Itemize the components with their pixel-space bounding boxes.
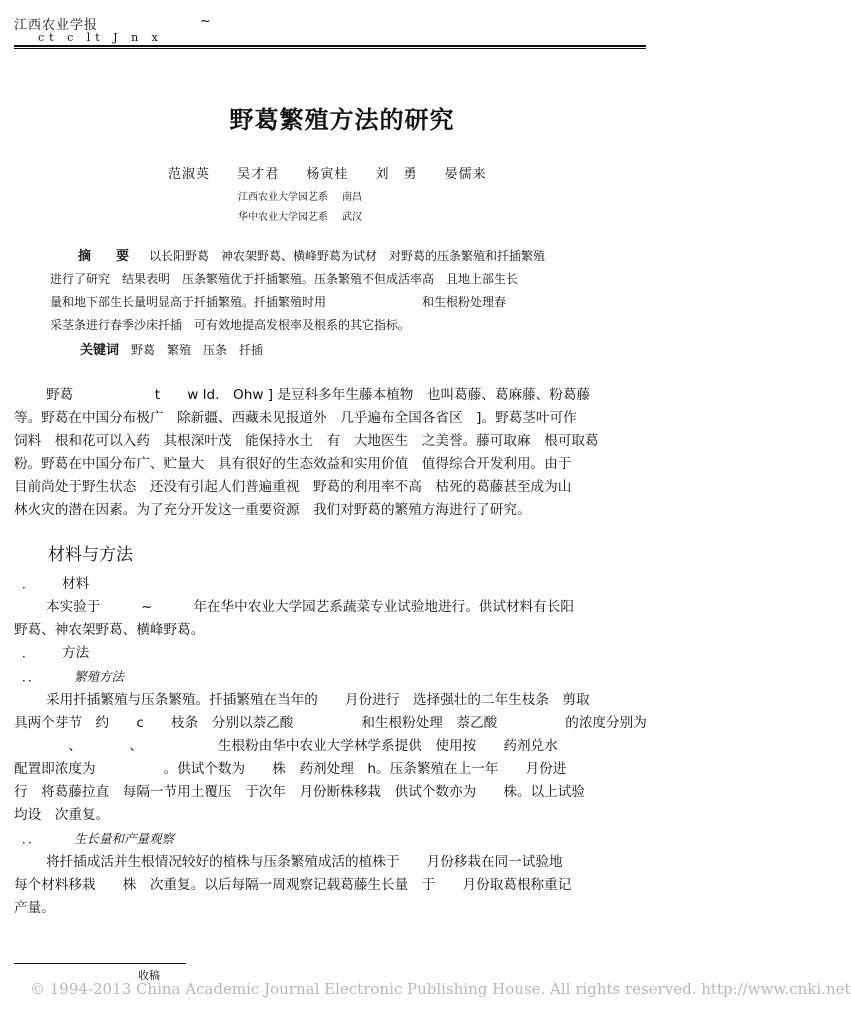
footnote-rule: [14, 963, 186, 964]
subsection-title: 材料: [62, 576, 90, 592]
paper-title: 野葛繁殖方法的研究: [229, 106, 455, 134]
abstract-line: 采茎条进行春季沙床扦插 可有效地提高发根率及根系的其它指标。: [50, 318, 411, 332]
affiliation: [238, 188, 362, 203]
text-line: 目前尚处于野生状态 还没有引起人们普遍重视 野葛的利用率不高 枯死的葛藤甚至成为山: [14, 479, 572, 495]
abstract-line: 量和地下部生长量明显高于扦插繁殖。扦插繁殖时用 和生根粉处理春: [50, 295, 507, 309]
text-line: 具两个芽节 约 c 枝条 分别以萘乙酸 和生根粉处理 萘乙酸 的浓度分别为: [14, 715, 647, 731]
affiliation-name: 江西农业大学园艺系: [238, 192, 328, 203]
author: 杨寅桂: [306, 167, 349, 182]
text-line: 野葛 t w ld. Ohw ] 是豆科多年生藤本植物 也叫葛藤、葛麻藤、粉葛藤: [46, 387, 591, 403]
keywords: 野葛 繁殖 压条 扦插: [131, 343, 264, 357]
journal-name: 江西农业学报: [14, 18, 99, 33]
abstract-line: 进行了研究 结果表明 压条繁殖优于扦插繁殖。压条繁殖不但成活率高 且地上部生长: [50, 272, 519, 286]
text-line: 等。野葛在中国分布极广 除新疆、西藏未见报道外 几乎遍布全国各省区 ]。野葛茎叶可作: [14, 410, 577, 426]
abstract-line: 以长阳野葛 神农架野葛、横峰野葛为试材 对野葛的压条繁殖和扦插繁殖: [149, 249, 546, 263]
text-line: 均设 次重复。: [14, 807, 110, 823]
text-line: 配置即浓度为 。供试个数为 株 药剂处理 h。压条繁殖在上一年 月份进: [14, 761, 567, 777]
subsection-title: 方法: [62, 645, 90, 661]
text-line: 粉。野葛在中国分布广、贮量大 具有很好的生态效益和实用价值 值得综合开发利用。由于: [14, 456, 572, 472]
text-line: 、 、 生根粉由华中农业大学林学系提供 使用按 药剂兑水: [14, 738, 558, 754]
affiliation: [238, 208, 362, 223]
header-rule-thin: [14, 48, 646, 49]
affiliation-city: 南昌: [342, 192, 362, 203]
subsection-title: 繁殖方法: [74, 669, 125, 684]
text-line: 本实验于 ~ 年在华中农业大学园艺系蔬菜专业试验地进行。供试材料有长阳: [46, 599, 574, 615]
abstract-label: 摘 要: [78, 249, 136, 264]
author: 吴才君: [237, 167, 280, 182]
copyright-watermark: © 1994-2013 China Academic Journal Electronic Publishing House. All rights reserved. http://www.cnki.net: [30, 980, 851, 998]
text-line: 饲料 根和花可以入药 其根深叶茂 能保持水土 有 大地医生 之美誉。藤可取麻 根可取葛: [14, 433, 599, 449]
author: 晏儒来: [444, 167, 487, 182]
text-line: 行 将葛藤拉直 每隔一节用土覆压 于次年 月份断株移栽 供试个数亦为 株。以上试验: [14, 784, 585, 800]
subsection-number: ．．: [22, 670, 41, 684]
subsection-number: ．．: [22, 832, 41, 846]
subsection-title: 生长量和产量观察: [74, 831, 175, 846]
subsection-number: ．: [22, 577, 35, 591]
text-line: 野葛、神农架野葛、横峰野葛。: [14, 622, 205, 638]
keywords-label: 关键词: [80, 343, 120, 358]
author: 刘 勇: [375, 167, 418, 182]
affiliation-city: 武汉: [342, 212, 362, 223]
intro-paragraph: [14, 384, 654, 522]
footnote-received: 收稿: [138, 969, 160, 982]
header-rule-thick: [14, 45, 646, 47]
text-line: 将扦插成活并生根情况较好的植株与压条繁殖成活的植株于 月份移栽在同一试验地: [46, 854, 563, 870]
affiliation-name: 华中农业大学园艺系: [238, 212, 328, 223]
subsection-number: ．: [22, 646, 35, 660]
author-list: [168, 163, 509, 182]
text-line: 产量。: [14, 900, 55, 916]
text-line: 林火灾的潜在因素。为了充分开发这一重要资源 我们对野葛的繁殖方海进行了研究。: [14, 502, 531, 518]
author: 范淑英: [168, 167, 211, 182]
abstract: [50, 245, 640, 362]
section-heading: 材料与方法: [48, 545, 133, 565]
journal-name-latin: ct c lt J n x: [38, 31, 163, 44]
issue-range: ~: [200, 14, 211, 29]
text-line: 采用扦插繁殖与压条繁殖。扦插繁殖在当年的 月份进行 选择强壮的二年生枝条 剪取: [46, 692, 590, 708]
text-line: 每个材料移栽 株 次重复。以后每隔一周观察记载葛藤生长量 于 月份取葛根称重记: [14, 877, 572, 893]
section-body: [14, 573, 654, 920]
